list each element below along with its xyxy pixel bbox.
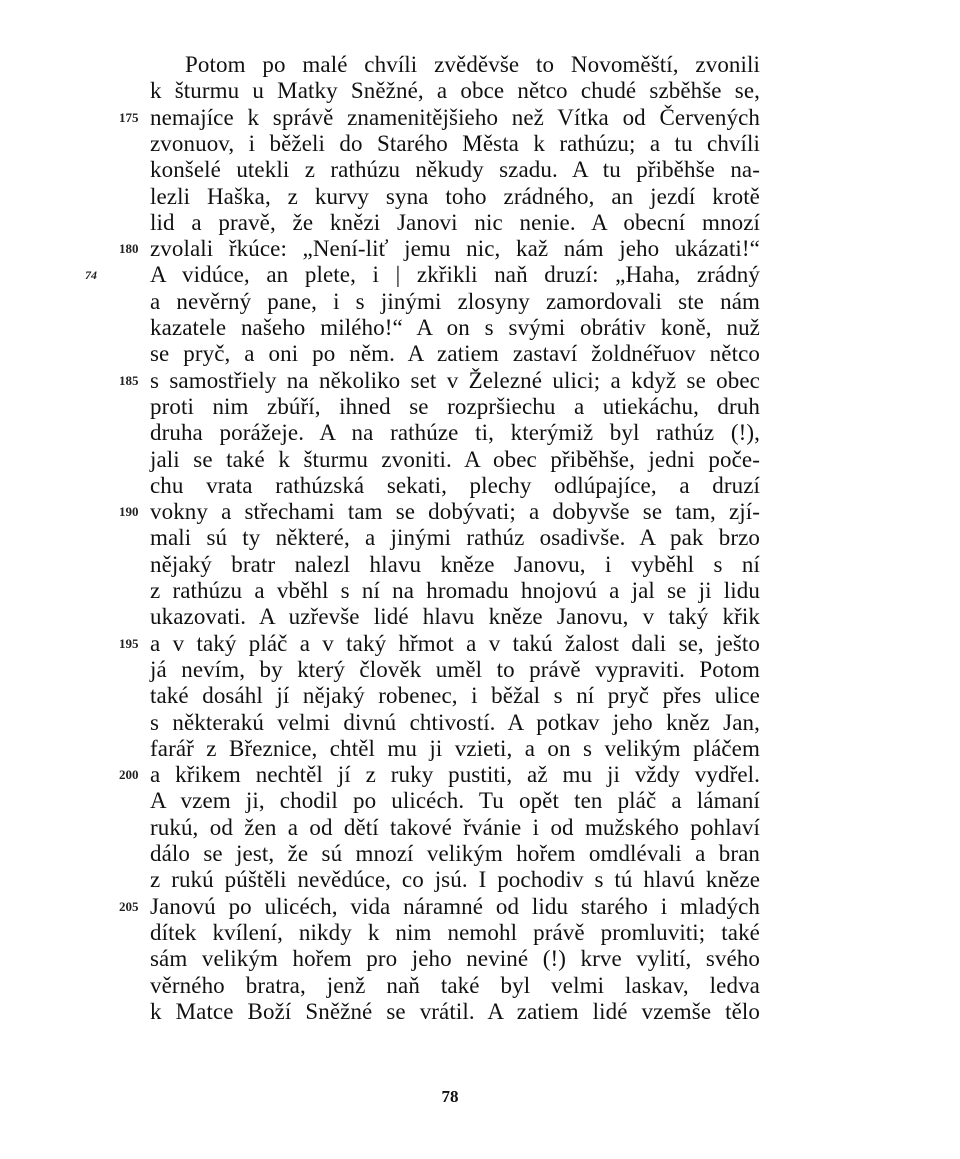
text-line: dítek kvílení, nikdy k nim nemohl právě promluviti; také [150,919,760,945]
text-line: věrného bratra, jenž naň také byl velmi laskav, ledva [150,972,760,998]
line-number: 205 [119,898,139,914]
text-line: nemajíce k správě znamenitějšieho než Vítka od Červených [150,104,760,130]
text-line: k Matce Boží Sněžné se vrátil. A zatiem lidé vzemše tělo [150,998,760,1024]
text-line: druha porážeje. A na rathúze ti, kterýmiž byl rathúz (!), [150,420,760,446]
text-line: mali sú ty některé, a jinými rathúz osadivše. A pak brzo [150,525,760,551]
text-line: Potom po malé chvíli zvěděvše to Novoměští, zvonili [185,52,760,77]
line-number: 185 [119,372,139,388]
text-line: také dosáhl jí nějaký robenec, i běžal s ní pryč přes ulice [150,683,760,709]
page-number: 78 [441,1087,459,1106]
text-line: Janovú po ulicéch, vida náramné od lidu starého i mladých [150,893,760,919]
text-line: A vidúce, an plete, i | zkřikli naň druzí: „Haha, zrádný [150,262,760,288]
text-line: k šturmu u Matky Sněžné, a obce nětco chudé szběhše se, [150,78,760,104]
text-line: z rukú púštěli nevědúce, co jsú. I pochodiv s tú hlavú kněze [150,867,760,893]
text-line: jali se také k šturmu zvoniti. A obec přiběhše, jedni poče- [150,446,760,472]
text-line: chu vrata rathúzská sekati, plechy odlúpajíce, a druzí [150,472,760,498]
text-line: nějaký bratr nalezl hlavu kněze Janovu, i vyběhl s ní [150,551,760,577]
line-number: 200 [119,767,139,783]
text-line: farář z Březnice, chtěl mu ji vzieti, a on s velikým pláčem [150,735,760,761]
text-line: zvolali řkúce: „Není-liť jemu nic, kaž nám jeho ukázati!“ [150,236,760,262]
original-page-marker: 74 [85,268,97,283]
text-line: ukazovati. A uzřevše lidé hlavu kněze Janovu, v taký křik [150,604,760,630]
text-line: já nevím, by který člověk uměl to právě vypraviti. Potom [150,656,760,682]
text-line: zvonuov, i běželi do Starého Města k rathúzu; a tu chvíli [150,130,760,156]
line-number: 180 [119,241,139,257]
text-line: a nevěrný pane, i s jinými zlosyny zamordovali ste nám [150,288,760,314]
text-line: se pryč, a oni po něm. A zatiem zastaví žoldnéřuov nětco [150,341,760,367]
text-line: lid a pravě, že knězi Janovi nic nenie. A obecní mnozí [150,209,760,235]
text-line: A vzem ji, chodil po ulicéch. Tu opět ten pláč a lámaní [150,788,760,814]
text-line: a křikem nechtěl jí z ruky pustiti, až mu ji vždy vydřel. [150,762,760,788]
line-number: 195 [119,635,139,651]
line-number: 175 [119,109,139,125]
text-line: rukú, od žen a od dětí takové řvánie i od mužského pohlaví [150,814,760,840]
text-line: sám velikým hořem pro jeho neviné (!) krve vylití, svého [150,946,760,972]
text-line: a v taký pláč a v taký hřmot a v takú žalost dali se, ješto [150,630,760,656]
text-line: vokny a střechami tam se dobývati; a dobyvše se tam, zjí- [150,499,760,525]
text-line: kazatele našeho milého!“ A on s svými obrátiv koně, nuž [150,315,760,340]
text-line: proti nim zbúří, ihned se rozpršiechu a utiekáchu, druh [150,393,760,419]
text-line: s některakú velmi divnú chtivostí. A potkav jeho kněz Jan, [150,709,760,735]
text-line: konšelé utekli z rathúzu někudy szadu. A tu přiběhše na- [150,157,760,183]
line-number: 190 [119,504,139,520]
text-line: lezli Haška, z kurvy syna toho zrádného, an jezdí krotě [150,183,760,209]
text-line: z rathúzu a vběhl s ní na hromadu hnojovú a jal se ji lidu [150,578,760,603]
text-line: dálo se jest, že sú mnozí velikým hořem omdlévali a bran [150,841,760,866]
text-line: s samostřiely na několiko set v Železné ulici; a když se obec [150,367,760,393]
